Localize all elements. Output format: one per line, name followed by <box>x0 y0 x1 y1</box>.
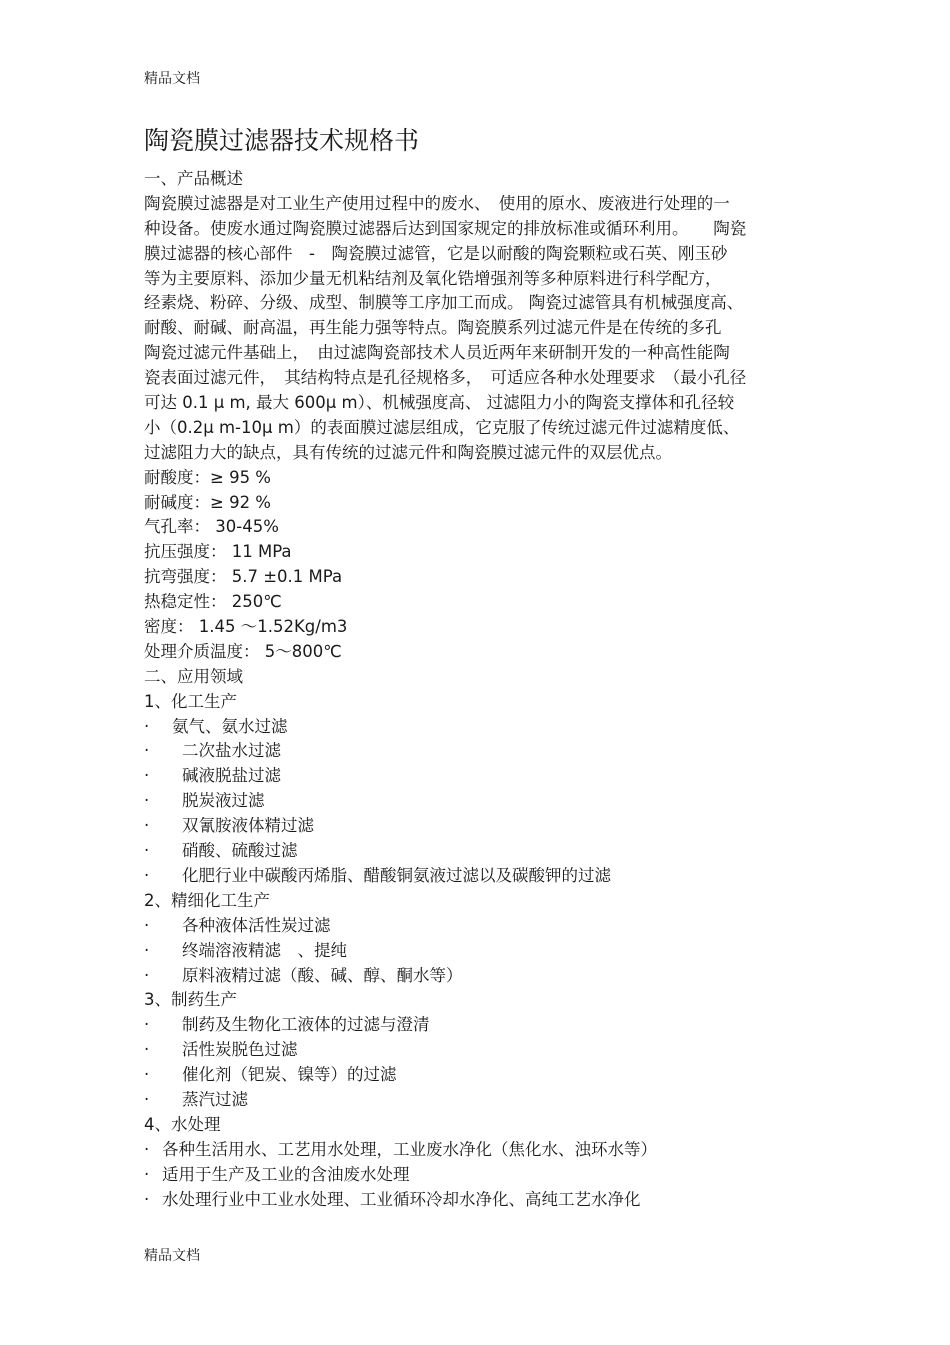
list-item <box>144 1038 824 1063</box>
bullet: · <box>144 865 150 885</box>
section-heading-applications: 二、应用领域 <box>144 666 243 686</box>
list-item <box>144 1063 824 1088</box>
list-item <box>144 764 824 789</box>
list-item-text: 水处理行业中工业水处理、工业循环冷却水净化、高纯工艺水净化 <box>162 1189 641 1209</box>
spec-thermal-stability: 热稳定性： 250℃ <box>144 592 282 612</box>
list-item-text: 原料液精过滤（酸、碱、醇、酮水等） <box>182 965 463 985</box>
paragraph-line: 过滤阻力大的缺点，具有传统的过滤元件和陶瓷膜过滤元件的双层优点。 <box>144 442 672 462</box>
bullet: · <box>144 1089 150 1109</box>
bullet: · <box>144 1015 150 1035</box>
bullet: · <box>144 716 150 736</box>
list-item-text: 化肥行业中碳酸丙烯脂、醋酸铜氨液过滤以及碳酸钾的过滤 <box>182 865 611 885</box>
list-item <box>144 864 824 889</box>
paragraph-line: 小（0.2μ m-10μ m）的表面膜过滤层组成，它克服了传统过滤元件过滤精度低、 <box>144 417 740 437</box>
paragraph-line: 经素烧、粉碎、分级、成型、制膜等工序加工而成。 陶瓷过滤管具有机械强度高、 <box>144 293 744 313</box>
bullet: · <box>144 915 150 935</box>
bullet: · <box>144 965 150 985</box>
list-item <box>144 939 824 964</box>
bullet: · <box>144 1065 150 1085</box>
list-item <box>144 814 824 839</box>
bullet: · <box>144 766 150 786</box>
list-item-text: 氨气、氨水过滤 <box>172 716 288 736</box>
overview-paragraph <box>144 192 824 466</box>
group-title-water: 4、水处理 <box>144 1114 221 1134</box>
bullet: · <box>144 940 150 960</box>
document-body <box>144 167 824 1212</box>
list-item-text: 蒸汽过滤 <box>182 1089 248 1109</box>
list-item-text: 终端溶液精滤 、提纯 <box>182 940 347 960</box>
list-item-text: 适用于生产及工业的含油废水处理 <box>162 1164 410 1184</box>
paragraph-line: 可达 0.1 μ m, 最大 600μ m）、机械强度高、 过滤阻力小的陶瓷支撑体和孔径较 <box>144 393 735 413</box>
spec-bending-strength: 抗弯强度： 5.7 ±0.1 MPa <box>144 567 343 587</box>
page-footer: 精品文档 <box>144 1248 200 1264</box>
list-item <box>144 1013 824 1038</box>
list-item <box>144 964 824 989</box>
spec-list <box>144 466 824 665</box>
bullet: · <box>144 1040 150 1060</box>
group-title-fine-chemical: 2、精细化工生产 <box>144 890 270 910</box>
paragraph-line: 瓷表面过滤元件， 其结构特点是孔径规格多， 可适应各种水处理要求 （最小孔径 <box>144 368 747 388</box>
paragraph-line: 耐酸、耐碱、耐高温，再生能力强等特点。陶瓷膜系列过滤元件是在传统的多孔 <box>144 318 722 338</box>
bullet: · <box>144 816 150 836</box>
spec-acid-resistance: 耐酸度：≥ 95 % <box>144 467 271 487</box>
paragraph-line: 等为主要原料、添加少量无机粘结剂及氧化锆增强剂等多种原料进行科学配方， <box>144 268 722 288</box>
spec-alkali-resistance: 耐碱度：≥ 92 % <box>144 492 271 512</box>
list-item-text: 各种液体活性炭过滤 <box>182 915 331 935</box>
list-item-text: 催化剂（钯炭、镍等）的过滤 <box>182 1065 397 1085</box>
list-item <box>144 789 824 814</box>
paragraph-line: 陶瓷膜过滤器是对工业生产使用过程中的废水、 使用的原水、废液进行处理的一 <box>144 193 730 213</box>
list-item <box>144 739 824 764</box>
page-header: 精品文档 <box>144 71 200 87</box>
paragraph-line: 膜过滤器的核心部件 - 陶瓷膜过滤管，它是以耐酸的陶瓷颗粒或石英、刚玉砂 <box>144 243 728 263</box>
paragraph-line: 陶瓷过滤元件基础上， 由过滤陶瓷部技术人员近两年来研制开发的一种高性能陶 <box>144 343 730 363</box>
list-item-text: 活性炭脱色过滤 <box>182 1040 298 1060</box>
list-item-text: 各种生活用水、工艺用水处理，工业废水净化（焦化水、浊环水等） <box>162 1139 657 1159</box>
bullet: · <box>144 1139 150 1159</box>
list-item <box>144 1163 824 1188</box>
spec-porosity: 气孔率： 30-45% <box>144 517 279 537</box>
list-item-text: 碱液脱盐过滤 <box>182 766 281 786</box>
list-item-text: 双氰胺液体精过滤 <box>182 816 314 836</box>
document-title: 陶瓷膜过滤器技术规格书 <box>144 126 420 155</box>
spec-medium-temperature: 处理介质温度： 5～800℃ <box>144 641 342 661</box>
bullet: · <box>144 741 150 761</box>
list-item-text: 制药及生物化工液体的过滤与澄清 <box>182 1015 430 1035</box>
bullet: · <box>144 1164 150 1184</box>
bullet: · <box>144 791 150 811</box>
list-item <box>144 715 824 740</box>
list-item-text: 脱炭液过滤 <box>182 791 265 811</box>
spec-compressive-strength: 抗压强度： 11 MPa <box>144 542 292 562</box>
list-item <box>144 839 824 864</box>
list-item-text: 硝酸、硫酸过滤 <box>182 841 298 861</box>
list-item <box>144 914 824 939</box>
list-item <box>144 1138 824 1163</box>
group-title-chemical: 1、化工生产 <box>144 691 237 711</box>
spec-density: 密度： 1.45 ～1.52Kg/m3 <box>144 617 348 637</box>
group-title-pharma: 3、制药生产 <box>144 990 237 1010</box>
section-heading-overview: 一、产品概述 <box>144 169 243 188</box>
bullet: · <box>144 841 150 861</box>
bullet: · <box>144 1189 150 1209</box>
list-item <box>144 1188 824 1213</box>
list-item <box>144 1088 824 1113</box>
list-item-text: 二次盐水过滤 <box>182 741 281 761</box>
paragraph-line: 种设备。使废水通过陶瓷膜过滤器后达到国家规定的排放标准或循环利用。 陶瓷 <box>144 218 747 238</box>
